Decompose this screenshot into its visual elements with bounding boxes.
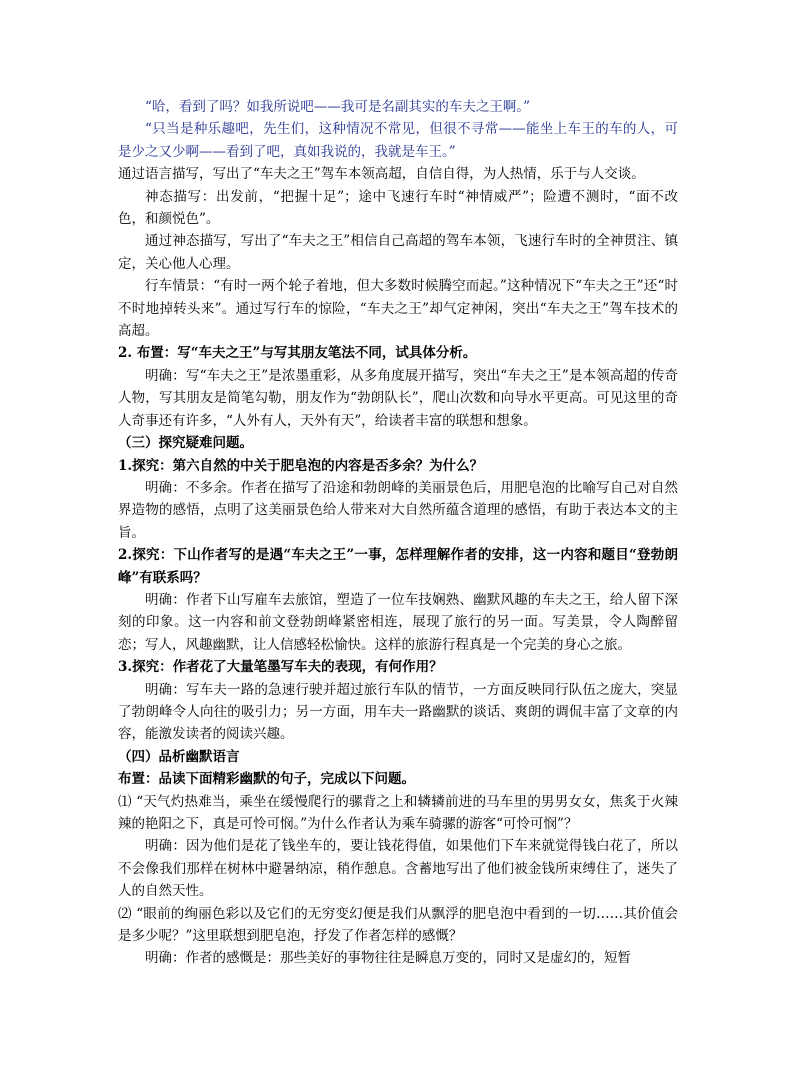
paragraph: ⑵ “眼前的绚丽色彩以及它们的无穷变幻便是我们从飘浮的肥皂泡中看到的一切……其价值会是多少呢？”这里联想到肥皂泡，抒发了作者怎样的感慨？ (118, 905, 678, 945)
question-heading: 2.探究：下山作者写的是遇“车夫之王”一事，怎样理解作者的安排，这一内容和题目“登勃朗峰”有联系吗？ (118, 547, 678, 586)
paragraph: ⑴ “天气灼热难当，乘坐在缓慢爬行的骡背之上和辚辚前进的马车里的男男女女，焦炙于火辣辣的艳阳之下，真是可怜可悯。”为什么作者认为乘车骑骡的游客“可怜可悯”？ (118, 793, 678, 832)
paragraph: “只当是种乐趣吧，先生们，这种情况不常见，但很不寻常——能坐上车王的车的人，可是少之又少啊——看到了吧，真如我说的，我就是车王。” (118, 121, 678, 160)
paragraph: 明确：作者的感慨是：那些美好的事物往往是瞬息万变的，同时又是虚幻的，短暂 (145, 950, 631, 967)
paragraph: 明确：因为他们是花了钱坐车的，要让钱花得值，如果他们下车来就觉得钱白花了，所以不会像我们那样在树林中避暑纳凉，稍作憩息。含蓄地写出了他们被金钱所束缚住了，迷失了人的自然天性。 (118, 838, 678, 900)
paragraph: 行车情景：“有时一两个轮子着地，但大多数时候腾空而起。”这种情况下“车夫之王”还“时不时地掉转头来”。通过写行车的惊险，“车夫之王”却气定神闲，突出“车夫之王”驾车技术的高超。 (118, 278, 678, 340)
paragraph: 通过神态描写，写出了“车夫之王”相信自己高超的驾车本领，飞速行车时的全神贯注、镇定，关心他人心理。 (118, 233, 678, 272)
paragraph: 明确：作者下山写雇车去旅馆，塑造了一位车技娴熟、幽默风趣的车夫之王，给人留下深刻的印象。这一内容和前文登勃朗峰紧密相连，展现了旅行的另一面。写美景，令人陶醉留恋；写人，风趣幽默，让人信感轻松愉快。这样的旅游行程真是一个完美的身心之旅。 (118, 591, 678, 653)
paragraph: 通过语言描写，写出了“车夫之王”驾车本领高超，自信自得，为人热情，乐于与人交谈。 (118, 166, 645, 183)
document-page (118, 96, 678, 970)
question-heading: 3.探究：作者花了大量笔墨写车夫的表现，有何作用？ (118, 659, 443, 676)
section-heading: （四）品析幽默语言 (118, 748, 240, 765)
question-heading: 1.探究：第六自然的中关于肥皂泡的内容是否多余？为什么？ (118, 457, 484, 474)
question-heading: 布置：品读下面精彩幽默的句子，完成以下问题。 (118, 771, 415, 788)
paragraph: 明确：写“车夫之王”是浓墨重彩，从多角度展开描写，突出“车夫之王”是本领高超的传奇人物，写其朋友是简笔勾勒，朋友作为“勃朗队长”，爬山次数和向导水平更高。可见这里的奇人奇事还有许多，“人外有人，天外有天”，给读者丰富的联想和想象。 (118, 367, 678, 429)
question-heading: 2. 布置：写“车夫之王”与写其朋友笔法不同，试具体分析。 (118, 345, 477, 362)
paragraph: 明确：不多余。作者在描写了沿途和勃朗峰的美丽景色后，用肥皂泡的比喻写自己对自然界造物的感悟，点明了这美丽景色给人带来对大自然所蕴含道理的感悟，有助于表达本文的主旨。 (118, 479, 678, 541)
paragraph: 神态描写：出发前，“把握十足”；途中飞速行车时“神情威严”；险遭不测时，“面不改色，和颜悦色”。 (118, 188, 678, 228)
section-heading: （三）探究疑难问题。 (118, 435, 253, 452)
paragraph: “哈，看到了吗？如我所说吧——我可是名副其实的车夫之王啊。” (145, 99, 531, 115)
paragraph: 明确：写车夫一路的急速行驶并超过旅行车队的情节，一方面反映同行队伍之庞大，突显了勃朗峰令人向往的吸引力；另一方面，用车夫一路幽默的谈话、爽朗的调侃丰富了文章的内容，能激发读者的阅读兴趣。 (118, 681, 678, 743)
